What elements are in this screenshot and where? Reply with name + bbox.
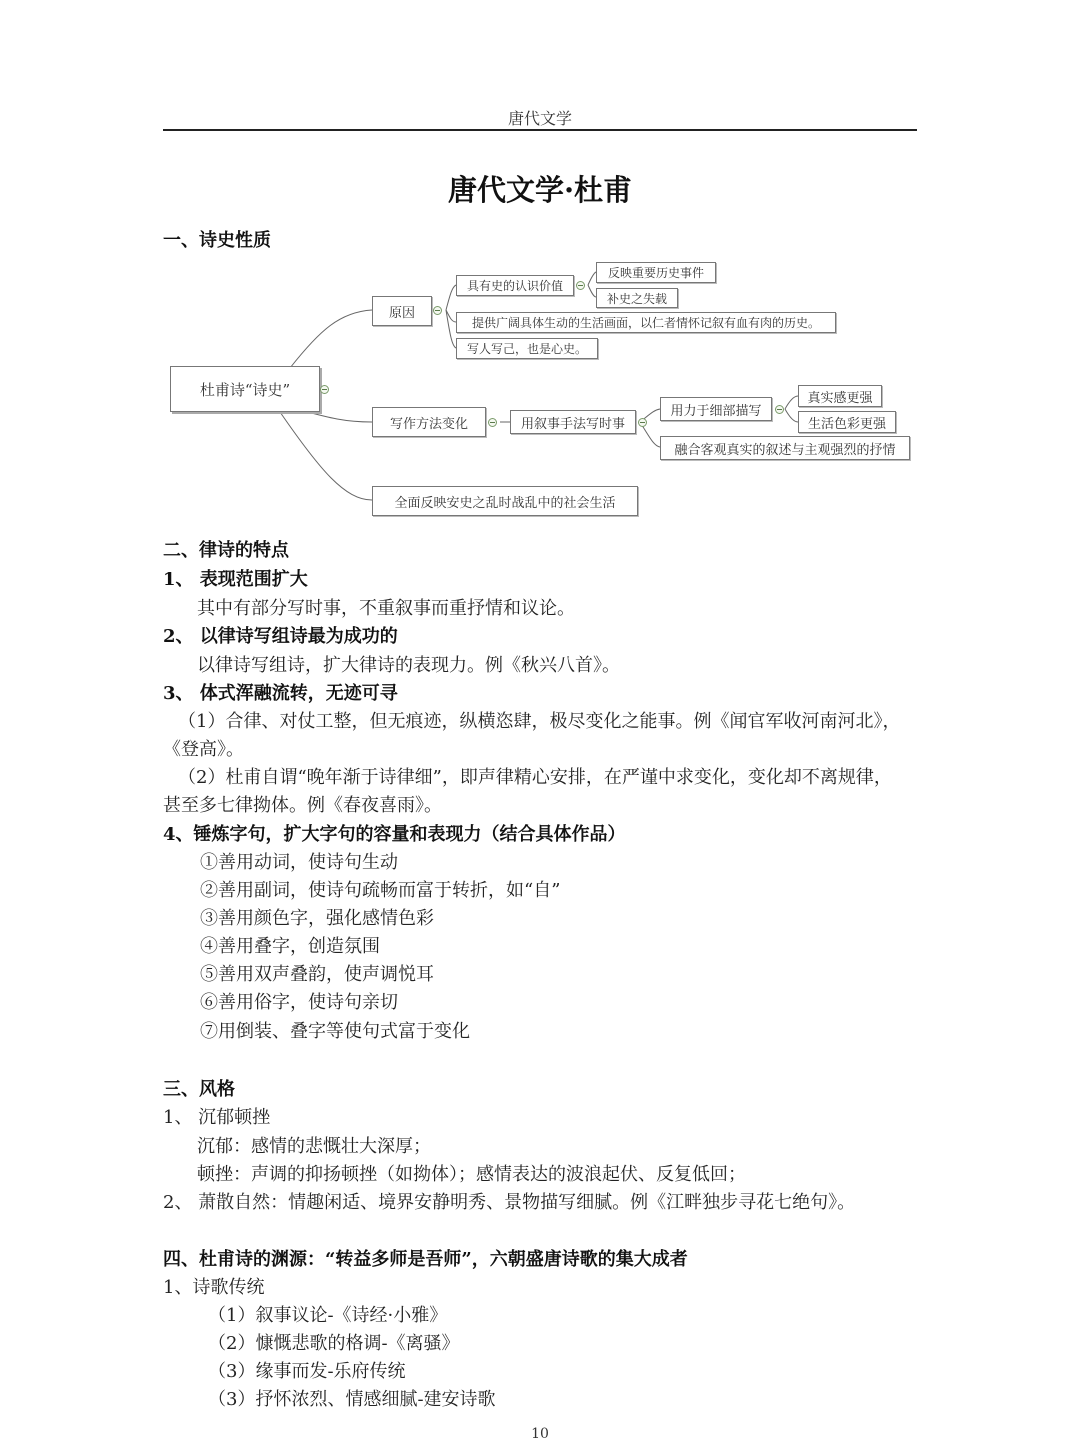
section2-point1-title: 1、 表现范围扩大 (163, 569, 308, 590)
collapse-reason-icon[interactable] (433, 306, 442, 315)
list-item: ②善用副词，使诗句疏畅而富于转折，如“自” (200, 880, 561, 901)
section3-style2: 2、 萧散自然：情趣闲适、境界安静明秀、景物描写细腻。例《江畔独步寻花七绝句》。 (163, 1192, 856, 1213)
node-reason: 原因 (372, 296, 432, 326)
section2-point3-a-line2: 《登高》。 (163, 739, 244, 760)
list-item: （3）抒怀浓烈、情感细腻-建安诗歌 (208, 1389, 496, 1410)
node-reason-heart: 写人写己，也是心史。 (456, 338, 598, 359)
list-item: ⑦用倒装、叠字等使句式富于变化 (200, 1021, 470, 1042)
connector-root-reason (290, 310, 372, 368)
section2-heading: 二、律诗的特点 (163, 540, 289, 561)
collapse-root-icon[interactable] (320, 385, 329, 394)
section2-point1-text: 其中有部分写时事，不重叙事而重抒情和议论。 (197, 598, 575, 619)
section4-sub1-title: 1、诗歌传统 (163, 1277, 265, 1298)
list-item: ⑥善用俗字，使诗句亲切 (200, 992, 398, 1013)
mindmap-connectors (0, 0, 1080, 540)
list-item: （2）慷慨悲歌的格调-《离骚》 (208, 1333, 460, 1354)
section2-point2-text: 以律诗写组诗，扩大律诗的表现力。例《秋兴八首》。 (197, 655, 620, 676)
list-item: （1）叙事议论-《诗经·小雅》 (208, 1305, 448, 1326)
connector-cognitive-supplement (588, 285, 596, 297)
list-item: ⑤善用双声叠韵，使声调悦耳 (200, 964, 434, 985)
collapse-detail-icon[interactable] (775, 405, 784, 414)
page-title: 唐代文学·杜甫 (447, 173, 633, 207)
node-reason-picture: 提供广阔具体生动的生活画面，以仁者情怀记叙有血有肉的历史。 (456, 312, 836, 333)
node-method-detail: 用力于细部描写 (660, 397, 772, 421)
section4-heading: 四、杜甫诗的渊源：“转益多师是吾师”，六朝盛唐诗歌的集大成者 (163, 1249, 688, 1270)
connector-root-society (280, 412, 372, 500)
section2-point4-title: 4、锤炼字句，扩大字句的容量和表现力（结合具体作品） (163, 824, 626, 845)
running-header: 唐代文学 (507, 109, 572, 128)
mindmap-root: 杜甫诗“诗史” (170, 366, 320, 412)
section2-point3-title: 3、 体式浑融流转，无迹可寻 (163, 683, 398, 704)
node-method-fusion: 融合客观真实的叙述与主观强烈的抒情 (660, 436, 910, 460)
node-method-color: 生活色彩更强 (798, 411, 896, 433)
connector-detail-real (785, 396, 798, 409)
node-method: 写作方法变化 (372, 407, 486, 437)
connector-reason-cognitive (446, 285, 456, 310)
list-item: ④善用叠字，创造氛围 (200, 936, 380, 957)
section2-point3-b-line1: （2）杜甫自谓“晚年渐于诗律细”，即声律精心安排，在严谨中求变化，变化却不离规律， (178, 767, 892, 788)
page-number: 10 (531, 1426, 549, 1442)
section2-point3-b-line2: 甚至多七律拗体。例《春夜喜雨》。 (163, 795, 442, 816)
section1-heading: 一、诗史性质 (163, 230, 271, 251)
section3-style1-a: 沉郁：感情的悲慨壮大深厚； (197, 1136, 431, 1157)
node-society: 全面反映安史之乱时战乱中的社会生活 (372, 486, 638, 516)
connector-reason-heart (446, 310, 456, 348)
collapse-narrative-icon[interactable] (638, 418, 647, 427)
collapse-cognitive-icon[interactable] (576, 281, 585, 290)
node-method-real: 真实感更强 (798, 385, 882, 407)
node-method-narrative: 用叙事手法写时事 (510, 410, 636, 434)
list-item: （3）缘事而发-乐府传统 (208, 1361, 406, 1382)
section2-point3-a-line1: （1）合律、对仗工整，但无痕迹，纵横恣肆，极尽变化之能事。例《闻官军收河南河北》， (178, 711, 901, 732)
connector-cognitive-events (588, 272, 596, 285)
section3-style1-b: 顿挫：声调的抑扬顿挫（如拗体）；感情表达的波浪起伏、反复低回； (197, 1164, 746, 1185)
list-item: ③善用颜色字，强化感情色彩 (200, 908, 434, 929)
connector-detail-color (785, 409, 798, 422)
list-item: ①善用动词，使诗句生动 (200, 852, 398, 873)
node-reason-events: 反映重要历史事件 (596, 262, 716, 283)
collapse-method-icon[interactable] (488, 418, 497, 427)
node-reason-cognitive: 具有史的认识价值 (456, 275, 574, 296)
node-reason-supplement: 补史之失载 (596, 288, 678, 308)
section3-style1-title: 1、 沉郁顿挫 (163, 1107, 271, 1128)
section2-point2-title: 2、 以律诗写组诗最为成功的 (163, 626, 398, 647)
section3-heading: 三、风格 (163, 1079, 235, 1100)
